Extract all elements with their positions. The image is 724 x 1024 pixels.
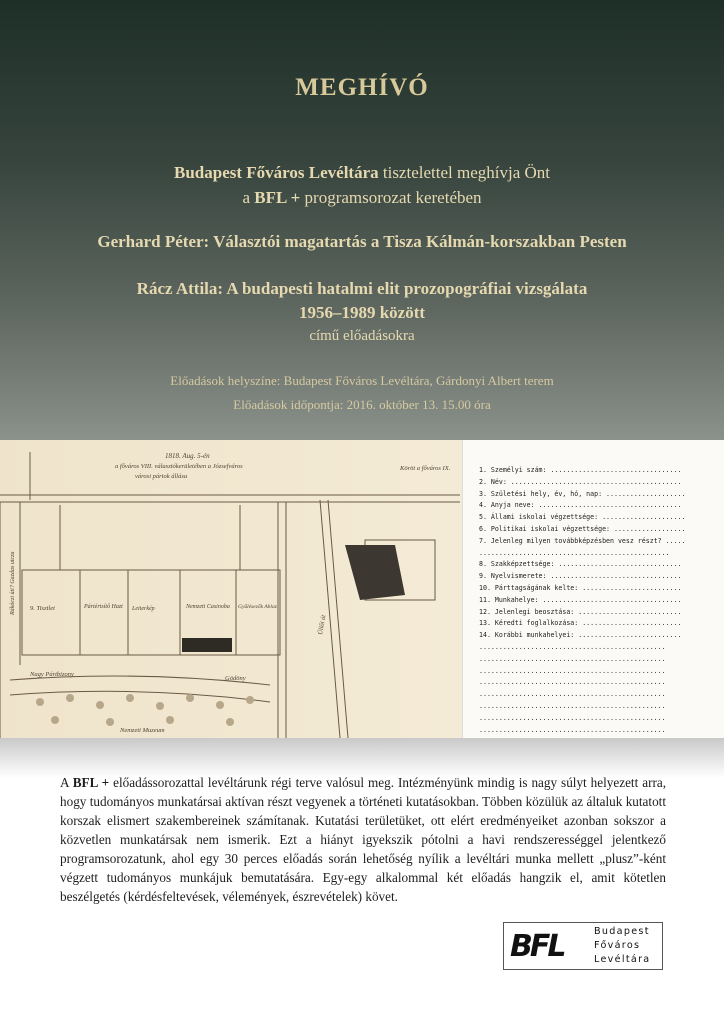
organization-name: Budapest Főváros Levéltára [174,163,379,182]
map-room-2: Pártértsítő Hazt [84,604,123,610]
para-series-name: BFL + [72,775,110,790]
historic-map-image [0,440,460,738]
form-line: 14. Korábbi munkahelyei: .......................... [479,631,682,640]
series-post: programsorozat keretében [300,188,482,207]
form-line: 2. Név: ........................................... [479,477,682,486]
map-note-1: 1818. Aug. 5-én [165,452,210,460]
logo-mark: BFL [510,929,564,964]
map-note-2: a főváros VIII. választókerületében a Józsefváros [115,463,243,470]
form-line: ............................................... [479,713,666,722]
form-line: 3. Születési hely, év, hó, nap: .................... [479,489,686,498]
form-line: 5. Állami iskolai végzettsége: ..................... [479,513,686,522]
invitation-line [0,163,724,183]
logo-line-2: Főváros [594,940,641,951]
map-drawing [0,440,460,738]
map-room-1: 9. Tisztlet [30,605,55,612]
form-line: ............................................... [479,678,666,687]
personal-data-form-image [462,440,724,738]
form-line: ............................................... [479,725,666,734]
map-room-5: Gyűlésezők Ablaz [238,604,277,610]
map-street-right: Üllői út [317,614,328,636]
form-line: 11. Munkahelye: ................................... [479,595,682,604]
form-line: 8. Szakképzettsége: ............................... [479,560,682,569]
map-right-top: Köröt a főváros IX. [400,465,451,472]
form-line: ............................................... [479,654,666,663]
header-background [0,0,724,440]
separator-fade [0,738,724,778]
venue-text: Előadások helyszíne: Budapest Főváros Levéltára, Gárdonyi Albert terem [170,373,554,388]
form-line: 12. Jelenlegi beosztása: .......................... [479,607,682,616]
form-line: ................................................ [479,548,670,557]
map-lower-right: Gödöny [225,675,246,682]
form-line: ............................................... [479,643,666,651]
map-street-vertical: Rákóczi úti? Gazdas utcza [10,551,16,615]
form-line: ............................................... [479,690,666,699]
talk-1-title: Gerhard Péter: Választói magatartás a Tisza Kálmán-korszakban Pesten [97,232,627,251]
map-bottom: Nemzeti Muzeum [120,727,165,734]
archival-documents-strip [0,440,724,738]
talk-suffix: című előadásokra [309,328,415,344]
date-text: Előadások időpontja: 2016. október 13. 15.00 óra [233,397,491,412]
page-title: MEGHÍVÓ [295,74,429,101]
talk-2-period: 1956–1989 között [298,303,426,322]
para-text: előadássorozattal levéltárunk régi terve valósul meg. Intézményünk mindig is nagy súlyt helyezett arra, hogy tudományos munkatársai aktívan részt vegyenek a történeti kutatásokban. Többen közülük az általuk kutatott korszak elismert szakembereinek számítanak. Kutatási területüket, ott elért eredményeiket azonban sokszor a közvetlen munkatársak nem ismerik. Ezt a hiányt igyekszik pótolni a havi rendszerességgel jelentkező programsorozatunk, ahol egy 30 perces előadás során lehetőség nyílik a levéltári munka mellett „plusz”-ként végzett tudományos munkájuk bemutatására. Egy-egy alkalommal két előadás hangzik el, amit kötetlen beszélgetés (kérdésfeltevések, vélemények, észrevételek) követ. [60,775,667,904]
map-lower-left: Nagy Pártbizony [30,671,74,678]
description-paragraph [60,773,666,906]
form-line: 1. Személyi szám: ................................. [479,466,682,474]
series-line [0,188,724,208]
form-line: ............................................... [479,666,666,675]
form-line: ............................................... [479,702,666,710]
form-line: 13. Kéredti foglalkozása: ......................... [479,619,682,628]
talk-2-title: Rácz Attila: A budapesti hatalmi elit prozopográfiai vizsgálata [136,279,588,298]
form-line: 6. Politikai iskolai végzettsége: .................. [479,525,686,533]
map-note-3: városi pártok állása [135,473,188,480]
map-room-4: Nemzeti Casinoba [186,604,230,610]
form-line: 4. Anyja neve: .................................... [479,501,682,510]
map-room-3: Leiterkép [132,606,155,612]
form-line: 10. Párttagságának kelte: ......................... [479,584,682,592]
form-line: 7. Jelenleg milyen továbbképzésben vesz részt? ..... [479,536,686,545]
logo-line-1: Budapest [594,926,650,937]
bfl-logo [503,922,663,970]
para-pre: A [60,775,73,790]
invitation-text: tisztelettel meghívja Önt [378,163,550,182]
series-name: BFL + [254,188,301,207]
series-pre: a [242,188,255,207]
logo-line-3: Levéltára [594,954,651,965]
form-line: 9. Nyelvismerete: ................................. [479,572,682,581]
